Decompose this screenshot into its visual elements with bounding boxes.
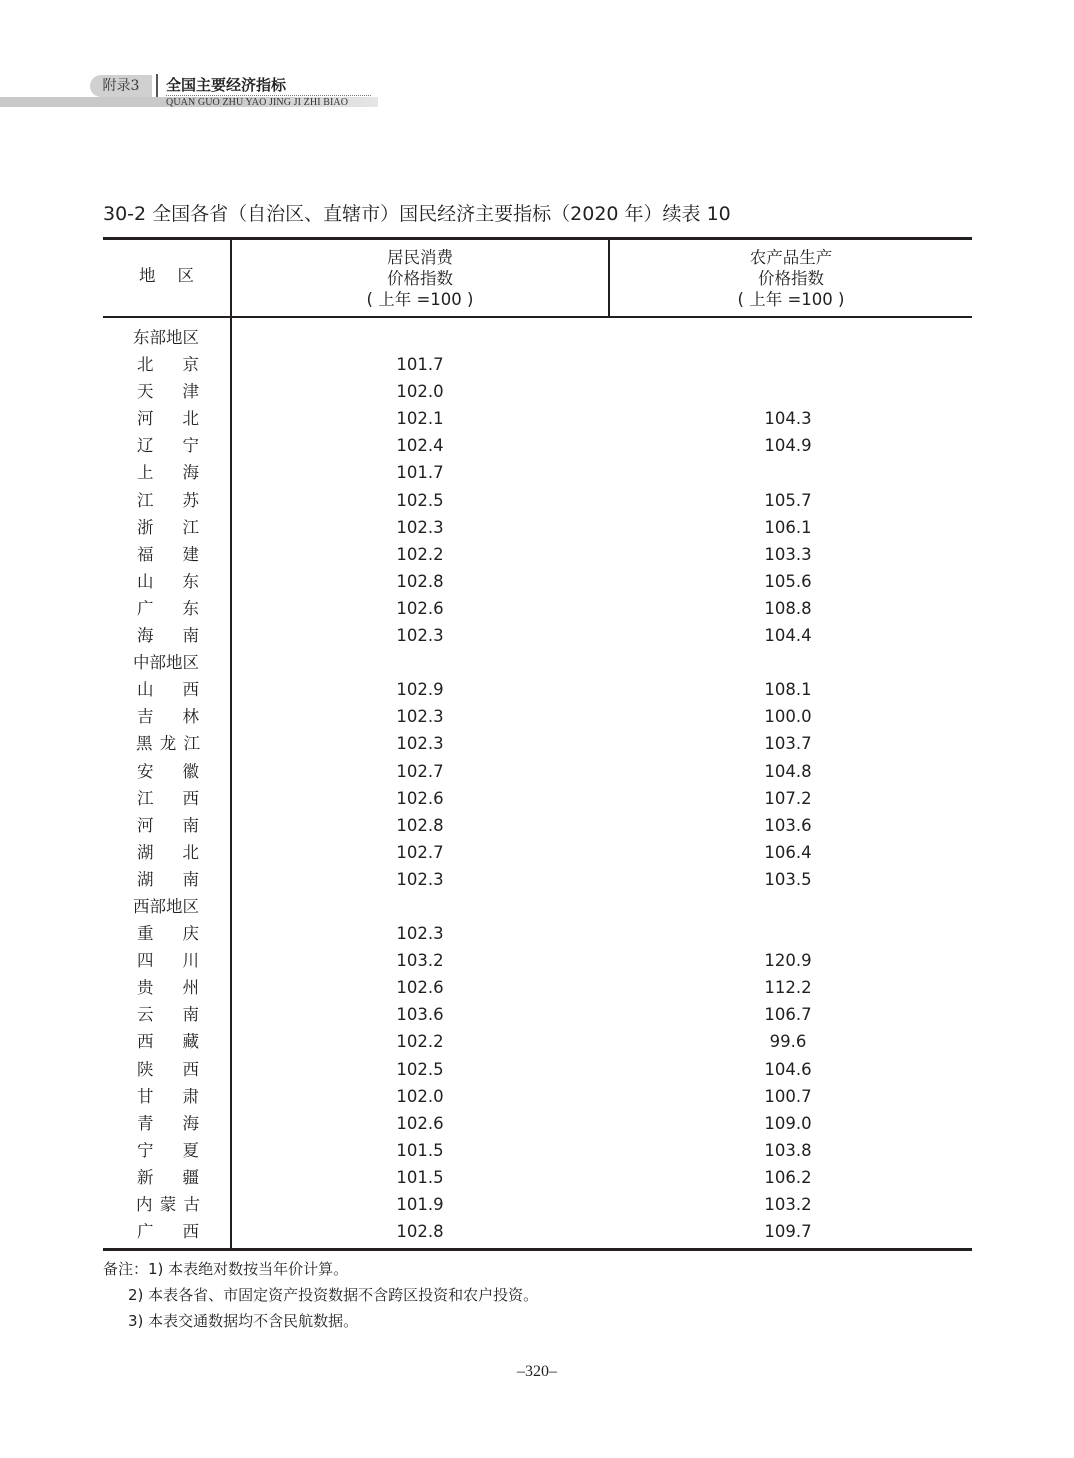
group-row — [103, 893, 972, 920]
agri-cell: 103.5 — [764, 869, 812, 889]
cpi-cell: 102.9 — [396, 680, 444, 700]
region-cell: 内蒙古 — [136, 1195, 200, 1214]
table-row — [103, 974, 972, 1001]
appendix-tag: 附录3 — [90, 75, 152, 97]
region-cell: 广西 — [137, 1222, 199, 1242]
header-agri-line1: 农产品生产 — [749, 248, 833, 267]
header-dotted-rule — [166, 95, 371, 96]
region-cell: 湖北 — [137, 842, 199, 862]
cpi-cell: 102.3 — [396, 869, 444, 889]
table-row — [103, 622, 972, 649]
table-row — [103, 703, 972, 730]
table-row — [103, 812, 972, 839]
region-cell: 黑龙江 — [136, 734, 200, 754]
table-row — [103, 1191, 972, 1218]
group-label: 中部地区 — [133, 653, 199, 673]
table-row — [103, 947, 972, 974]
table-row — [103, 1110, 972, 1137]
header-cpi-line1: 居民消费 — [387, 248, 453, 267]
region-cell: 西藏 — [137, 1032, 199, 1052]
region-cell: 新疆 — [137, 1167, 199, 1187]
cpi-cell: 102.5 — [396, 490, 444, 510]
region-cell: 江苏 — [137, 490, 199, 510]
table-title: 30-2 全国各省（自治区、直辖市）国民经济主要指标（2020 年）续表 10 — [103, 203, 731, 225]
cpi-cell: 101.5 — [396, 1140, 444, 1160]
region-cell: 广东 — [137, 598, 199, 618]
page-number: –320– — [517, 1363, 557, 1380]
cpi-cell: 102.3 — [396, 626, 444, 646]
agri-cell: 106.1 — [764, 517, 812, 537]
group-label: 西部地区 — [133, 896, 199, 916]
table-row — [103, 405, 972, 432]
table-row — [103, 1056, 972, 1083]
table-row — [103, 758, 972, 785]
cpi-cell: 102.6 — [396, 598, 444, 618]
table-header-rule — [103, 316, 972, 318]
agri-cell: 99.6 — [769, 1032, 807, 1052]
section-pinyin: QUAN GUO ZHU YAO JING JI ZHI BIAO — [166, 97, 349, 108]
region-cell: 海南 — [137, 626, 199, 646]
table-row — [103, 568, 972, 595]
region-cell: 陕西 — [137, 1059, 199, 1079]
cpi-cell: 101.7 — [396, 463, 444, 483]
agri-cell: 103.6 — [764, 815, 812, 835]
cpi-cell: 102.8 — [396, 815, 444, 835]
cpi-cell: 102.8 — [396, 571, 444, 591]
region-cell: 贵州 — [137, 978, 199, 998]
cpi-cell: 102.6 — [396, 978, 444, 998]
cpi-cell: 102.2 — [396, 544, 444, 564]
cpi-cell: 102.6 — [396, 788, 444, 808]
table-row — [103, 785, 972, 812]
table-row — [103, 1083, 972, 1110]
table-row — [103, 487, 972, 514]
region-cell: 辽宁 — [137, 436, 199, 456]
table-row — [103, 541, 972, 568]
header-agri-line2: 价格指数 — [758, 269, 824, 288]
table-row — [103, 866, 972, 893]
region-cell: 山东 — [137, 571, 199, 591]
table-row — [103, 351, 972, 378]
agri-cell: 104.8 — [764, 761, 812, 781]
agri-cell: 104.3 — [764, 409, 812, 429]
region-cell: 福建 — [137, 544, 199, 564]
table-row — [103, 676, 972, 703]
region-cell: 湖南 — [137, 869, 199, 889]
region-cell: 云南 — [137, 1005, 199, 1025]
agri-cell: 120.9 — [764, 951, 812, 971]
region-cell: 浙江 — [137, 517, 199, 537]
group-row — [103, 324, 972, 351]
agri-cell: 112.2 — [764, 978, 812, 998]
header-separator — [156, 74, 158, 97]
cpi-cell: 102.6 — [396, 1113, 444, 1133]
agri-cell: 108.8 — [764, 598, 812, 618]
region-cell: 河北 — [137, 409, 199, 429]
section-title: 全国主要经济指标 — [166, 76, 287, 94]
table-row — [103, 514, 972, 541]
header-cpi-line2: 价格指数 — [387, 269, 453, 288]
region-cell: 甘肃 — [137, 1086, 199, 1106]
agri-cell: 104.9 — [764, 436, 812, 456]
cpi-cell: 102.3 — [396, 517, 444, 537]
region-cell: 天津 — [137, 382, 199, 402]
agri-cell: 106.7 — [764, 1005, 812, 1025]
cpi-cell: 102.0 — [396, 1086, 444, 1106]
region-cell: 重庆 — [137, 924, 199, 944]
agri-cell: 107.2 — [764, 788, 812, 808]
region-cell: 四川 — [137, 951, 199, 971]
group-row — [103, 649, 972, 676]
region-cell: 青海 — [137, 1113, 199, 1133]
note-1: 备注：1) 本表绝对数按当年价计算。 — [103, 1260, 349, 1278]
table-row — [103, 920, 972, 947]
region-cell: 吉林 — [137, 707, 199, 727]
table-row — [103, 730, 972, 757]
cpi-cell: 102.5 — [396, 1059, 444, 1079]
region-cell: 河南 — [137, 815, 199, 835]
agri-cell: 103.8 — [764, 1140, 812, 1160]
table-row — [103, 1164, 972, 1191]
cpi-cell: 102.1 — [396, 409, 444, 429]
cpi-cell: 101.7 — [396, 355, 444, 375]
table-top-rule — [103, 237, 972, 240]
table-row — [103, 1137, 972, 1164]
cpi-cell: 103.6 — [396, 1005, 444, 1025]
agri-cell: 109.0 — [764, 1113, 812, 1133]
region-cell: 北京 — [137, 355, 199, 375]
cpi-cell: 101.9 — [396, 1195, 444, 1214]
table-bottom-rule — [103, 1248, 972, 1251]
agri-cell: 104.6 — [764, 1059, 812, 1079]
cpi-cell: 101.5 — [396, 1167, 444, 1187]
agri-cell: 100.7 — [764, 1086, 812, 1106]
cpi-cell: 102.2 — [396, 1032, 444, 1052]
agri-cell: 104.4 — [764, 626, 812, 646]
agri-cell: 105.7 — [764, 490, 812, 510]
table-row — [103, 1028, 972, 1055]
agri-cell: 108.1 — [764, 680, 812, 700]
cpi-cell: 102.8 — [396, 1222, 444, 1242]
agri-cell: 103.7 — [764, 734, 812, 754]
agri-cell: 105.6 — [764, 571, 812, 591]
group-label: 东部地区 — [133, 328, 199, 347]
header-agri — [610, 247, 972, 310]
agri-cell: 103.2 — [764, 1195, 812, 1214]
region-cell: 上海 — [137, 463, 199, 483]
region-cell: 安徽 — [137, 761, 199, 781]
cpi-cell: 102.7 — [396, 842, 444, 862]
table-notes — [103, 1256, 538, 1334]
cpi-cell: 102.3 — [396, 734, 444, 754]
note-3: 3) 本表交通数据均不含民航数据。 — [128, 1312, 359, 1330]
region-cell: 宁夏 — [137, 1140, 199, 1160]
cpi-cell: 102.7 — [396, 761, 444, 781]
table-row — [103, 1218, 972, 1245]
cpi-cell: 102.3 — [396, 707, 444, 727]
region-cell: 江西 — [137, 788, 199, 808]
table-row — [103, 1001, 972, 1028]
agri-cell: 100.0 — [764, 707, 812, 727]
agri-cell: 106.4 — [764, 842, 812, 862]
table-row — [103, 459, 972, 486]
cpi-cell: 102.4 — [396, 436, 444, 456]
table-body — [103, 324, 972, 1245]
region-cell: 山西 — [137, 680, 199, 700]
agri-cell: 103.3 — [764, 544, 812, 564]
cpi-cell: 103.2 — [396, 951, 444, 971]
table-row — [103, 839, 972, 866]
agri-cell: 109.7 — [764, 1222, 812, 1242]
agri-cell: 106.2 — [764, 1167, 812, 1187]
cpi-cell: 102.0 — [396, 382, 444, 402]
header-region: 地区 — [139, 266, 216, 285]
table-row — [103, 595, 972, 622]
header-cpi — [232, 247, 608, 310]
table-row — [103, 432, 972, 459]
table-row — [103, 378, 972, 405]
header-cpi-line3: ( 上年 =100 ) — [366, 290, 474, 309]
header-agri-line3: ( 上年 =100 ) — [737, 290, 845, 309]
note-2: 2) 本表各省、市固定资产投资数据不含跨区投资和农户投资。 — [128, 1286, 539, 1304]
cpi-cell: 102.3 — [396, 924, 444, 944]
